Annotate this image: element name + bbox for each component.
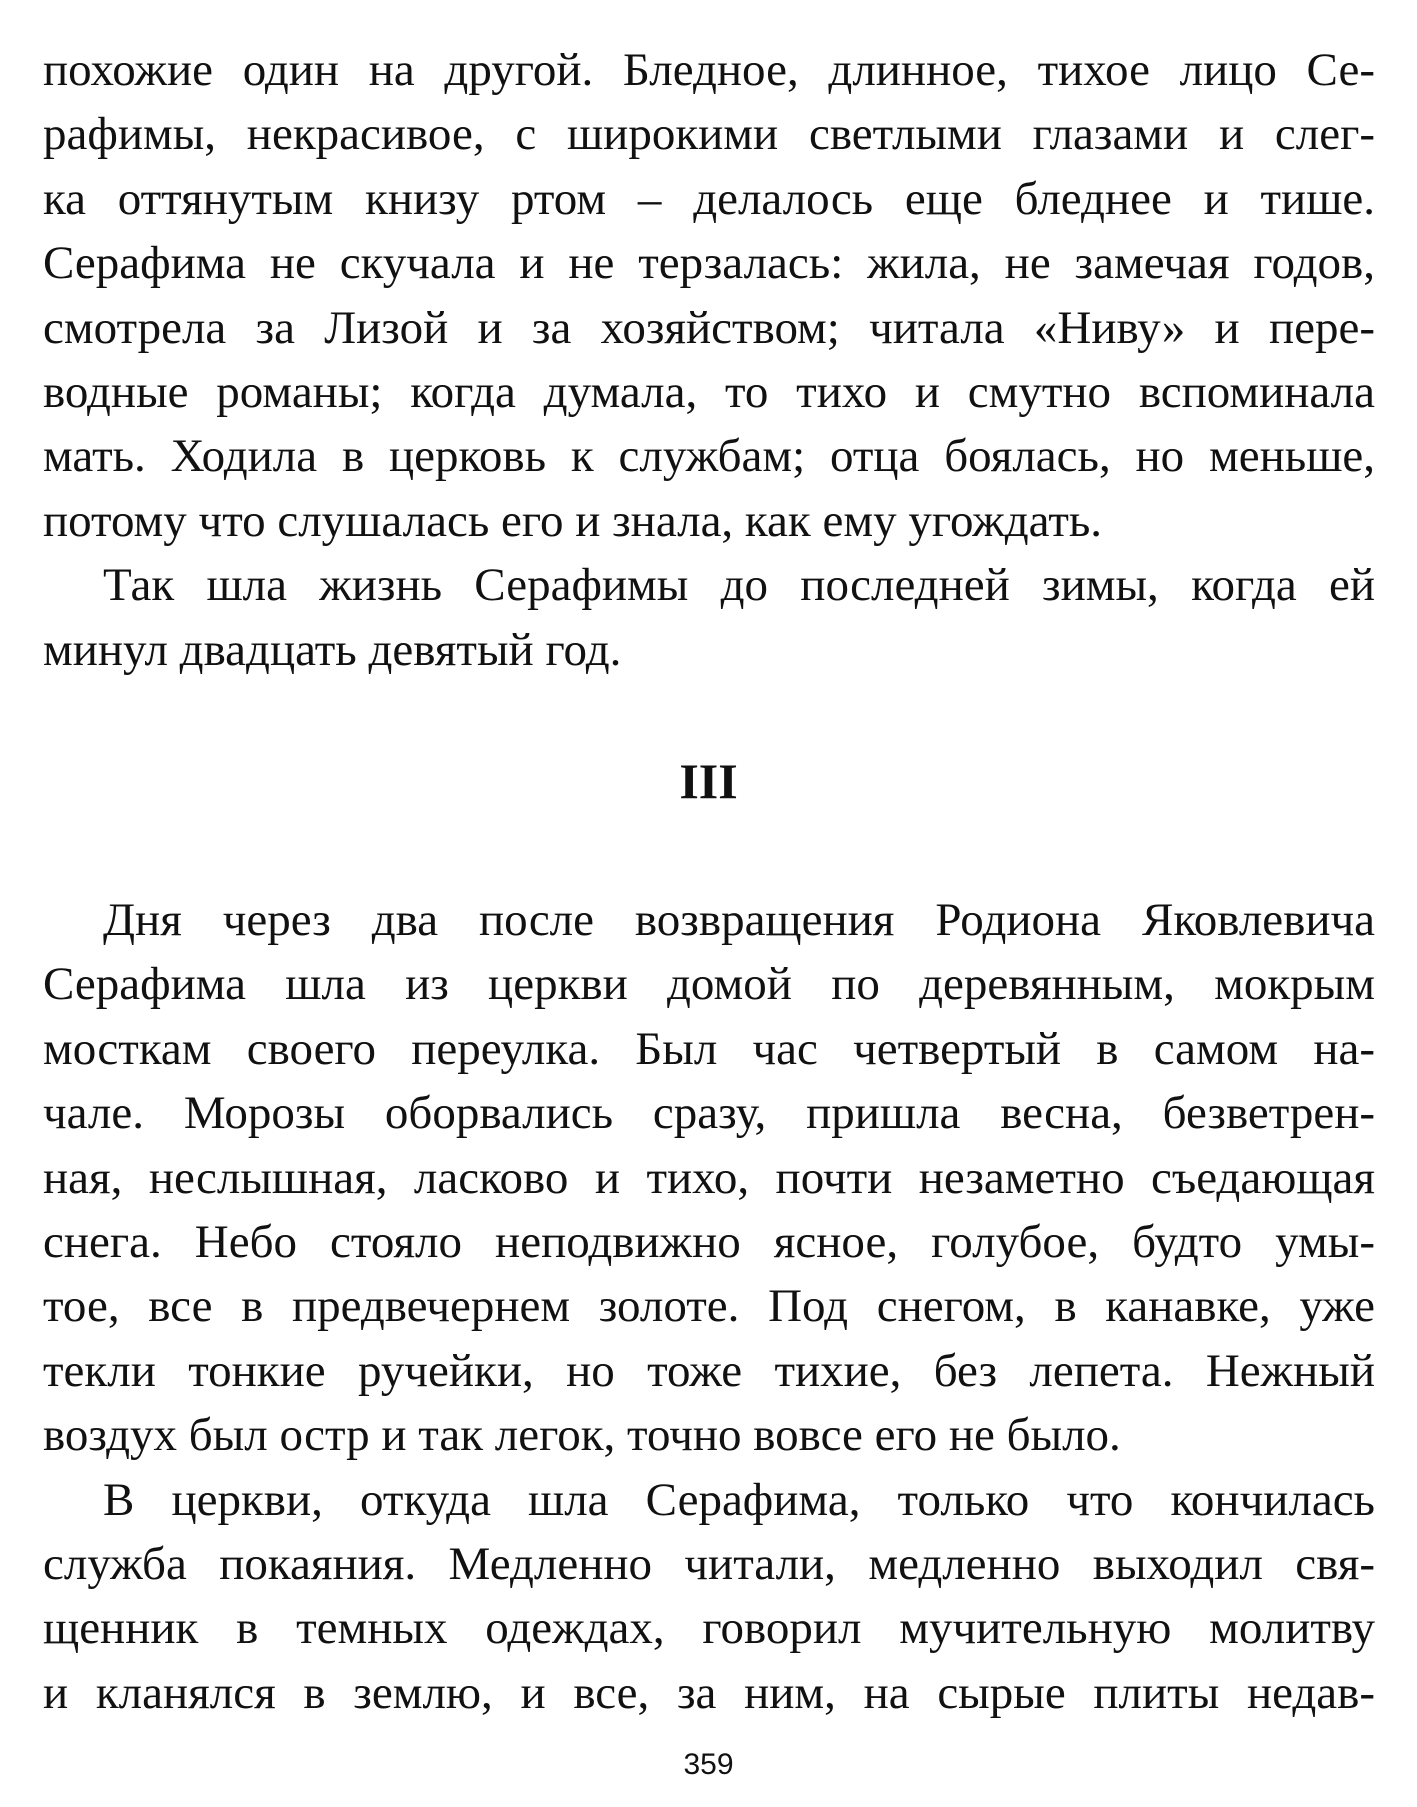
text-line: похожие один на другой. Бледное, длинное, тихое лицо Се- xyxy=(43,44,1375,96)
text-line: щенник в темных одеждах, говорил мучительную молитву xyxy=(43,1602,1375,1655)
paragraph xyxy=(43,1468,1375,1726)
text-line: смотрела за Лизой и за хозяйством; читала «Ниву» и пере- xyxy=(43,301,1375,354)
text-line: служба покаяния. Медленно читали, медленно выходил свя- xyxy=(43,1538,1375,1591)
text-line: и кланялся в землю, и все, за ним, на сырые плиты недав- xyxy=(43,1666,1375,1719)
text-block-bottom xyxy=(43,888,1375,1725)
text-line: В церкви, откуда шла Серафима, только что кончилась xyxy=(103,1473,1375,1526)
text-line: мать. Ходила в церковь к службам; отца боялась, но меньше, xyxy=(43,430,1375,483)
text-line: ка оттянутым книзу ртом – делалось еще бледнее и тише. xyxy=(43,172,1375,225)
text-line: текли тонкие ручейки, но тоже тихие, без лепета. Нежный xyxy=(43,1344,1375,1397)
text-line: минул двадцать девятый год. xyxy=(43,623,622,676)
text-line: рафимы, некрасивое, с широкими светлыми глазами и слег- xyxy=(43,108,1375,161)
text-line: чале. Морозы оборвались сразу, пришла весна, безветрен- xyxy=(43,1087,1375,1140)
paragraph xyxy=(43,888,1375,1468)
chapter-heading: III xyxy=(679,753,738,809)
text-line: Так шла жизнь Серафимы до последней зимы, когда ей xyxy=(103,559,1375,612)
text-line: водные романы; когда думала, то тихо и смутно вспоминала xyxy=(43,366,1375,419)
text-line: снега. Небо стояло неподвижно ясное, голубое, будто умы- xyxy=(43,1216,1375,1269)
text-line: воздух был остр и так легок, точно вовсе его не было. xyxy=(43,1409,1121,1462)
text-line: Дня через два после возвращения Родиона Яковлевича xyxy=(103,894,1375,946)
text-line: потому что слушалась его и знала, как ему угождать. xyxy=(43,494,1103,547)
text-line: ная, неслышная, ласково и тихо, почти незаметно съедающая xyxy=(43,1151,1375,1204)
text-line: тое, все в предвечернем золоте. Под снегом, в канавке, уже xyxy=(43,1280,1375,1333)
paragraph xyxy=(43,553,1375,682)
text-line: Серафима шла из церкви домой по деревянным, мокрым xyxy=(43,958,1375,1011)
page-number: 359 xyxy=(683,1748,734,1781)
paragraph xyxy=(43,38,1375,553)
text-line: Серафима не скучала и не терзалась: жила, не замечая годов, xyxy=(43,237,1375,290)
text-block-top xyxy=(43,38,1375,682)
text-line: мосткам своего переулка. Был час четвертый в самом на- xyxy=(43,1022,1375,1075)
